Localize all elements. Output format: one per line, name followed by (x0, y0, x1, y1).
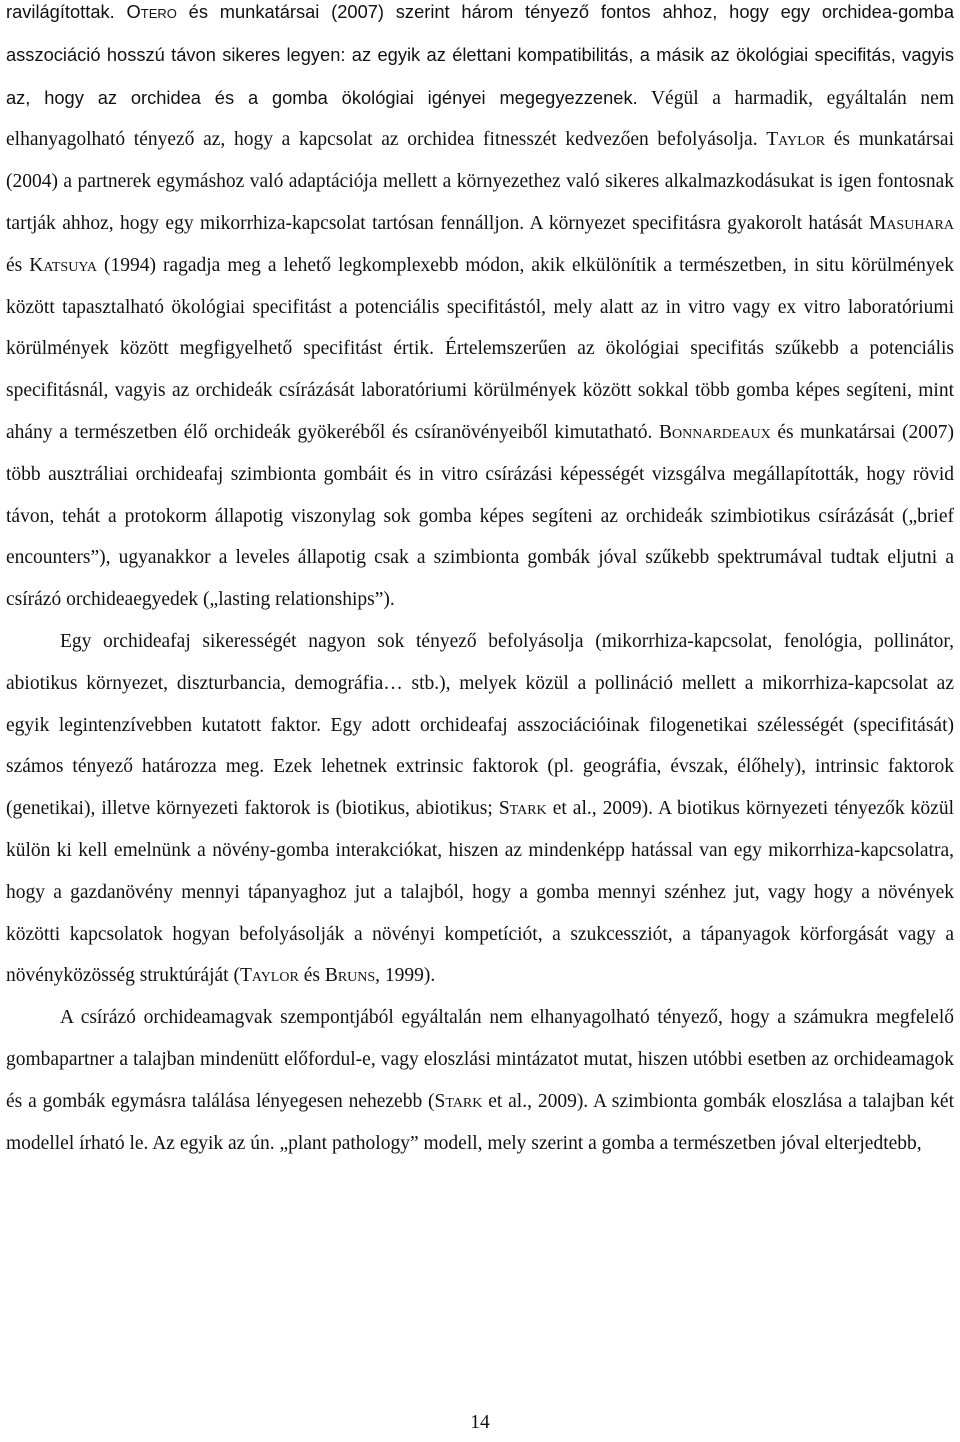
text-run: Taylor (766, 129, 826, 151)
paragraph-1 (6, 0, 954, 621)
text-run: Stark (434, 1090, 483, 1112)
text-run: és munkatársai (2007) több ausztráliai orchideafaj szimbionta gombáit és in vitro csírázási képességét vizsgálva megállapították, hogy rövid távon, tehát a protokorm állapotig viszonylag sok gomba képes segíteni az orchideák szimbiotikus csírázását („brief encounters”), ugyanakkor a leveles állapotig csak a szimbionta gombák jóval szűkebb spektrumával tudtak eljutni a csírázó orchideaegyedek („lasting relationships”). (6, 421, 954, 611)
text-run: Végül a harmadik, egyáltalán nem elhanyagolható tényező az, hogy a kapcsolat az orchidea fitnesszét kedvezően befolyásolja. (6, 87, 954, 151)
text-run: A csírázó orchideamagvak szempontjából egyáltalán nem elhanyagolható tényező, hogy a számukra megfelelő gombapartner a talajban mindenütt előfordul-e, vagy eloszlási mintázatot mutat, hiszen utóbbi esetben az orchideamagok és a gombák egymásra találása lényegesen nehezebb ( (6, 1007, 954, 1112)
text-run: és (6, 254, 30, 276)
text-run: és (298, 965, 325, 987)
text-run: Katsuya (29, 254, 97, 276)
text-run: (1994) ragadja meg a lehető legkomplexebb módon, akik elkülönítik a természetben, in situ körülmények között tapasztalható ökológiai specifitást a potenciális specifitástól, mely alatt az in vitro vagy ex vitro laboratóriumi körülmények között megfigyelhető specifitást értik. Értelemszerűen az ökológiai specifitás szűkebb a potenciális specifitásnál, vagyis az orchideák csírázását laboratóriumi körülmények között sokkal több gomba képes segíteni, mint ahány a természetben élő orchideák gyökeréből és csíranövényeiből kimutatható. (6, 254, 954, 443)
document-body (6, 0, 954, 1164)
text-run: Stark (498, 798, 547, 820)
text-run: Bonnardeaux (659, 421, 771, 443)
text-run: et al., 2009). A szimbionta gombák eloszlása a talajban két modellel írható le. Az egyik az ún. „plant pathology” modell, mely szerint a gomba a természetben jóval elterjedtebb, (6, 1090, 954, 1154)
paragraph-3 (6, 997, 954, 1164)
text-run: Egy orchideafaj sikerességét nagyon sok tényező befolyásolja (mikorrhiza-kapcsolat, fenológia, pollinátor, abiotikus környezet, diszturbancia, demográfia… stb.), melyek közül a pollináció mellett a mikorrhiza-kapcsolat az egyik legintenzívebben kutatott faktor. Egy adott orchideafaj asszociációinak filogenetikai szélességét (specifitását) számos tényező határozza meg. Ezek lehetnek extrinsic faktorok (pl. geográfia, évszak, élőhely), intrinsic faktorok (genetikai), illetve környezeti faktorok is (biotikus, abiotikus; (6, 630, 954, 820)
text-run: et al., 2009). A biotikus környezeti tényezők közül külön ki kell emelnünk a növény-gomba interakciókat, hiszen az mindenképp hatással van egy mikorrhiza-kapcsolatra, hogy a gazdanövény mennyi tápanyaghoz jut a talajból, hogy a gomba mennyi szénhez jut, vagy hogy a növények közötti kapcsolatok hogyan befolyásolják a növényi kompetíciót, a szukcessziót, a tápanyagok körforgását vagy a növényközösség struktúráját ( (6, 798, 954, 987)
text-run: Taylor (239, 965, 299, 987)
paragraph-2 (6, 621, 954, 997)
text-run: Masuhara (868, 212, 954, 234)
text-run: Bruns (324, 965, 376, 987)
text-run: ravilágítottak. (6, 1, 127, 22)
text-run: és munkatársai (2004) a partnerek egymáshoz való adaptációja mellett a környezethez való sikeres alkalmazkodásukat is igen fontosnak tartják ahhoz, hogy egy mikorrhiza-kapcsolat tartósan fennálljon. A környezet specifitásra gyakorolt hatását (6, 129, 954, 234)
text-run: és munkatársai (2007) szerint három tényező fontos ahhoz, hogy egy orchidea-gomba asszociáció hosszú távon sikeres legyen: az egyik az élettani kompatibilitás, a másik az ökológiai specifitás, vagyis az, hogy az orchidea és a gomba ökológiai igényei megegyezzenek. (6, 1, 954, 108)
page-number: 14 (470, 1412, 490, 1433)
text-run: Otero (126, 1, 177, 22)
text-run: , 1999). (375, 965, 436, 987)
